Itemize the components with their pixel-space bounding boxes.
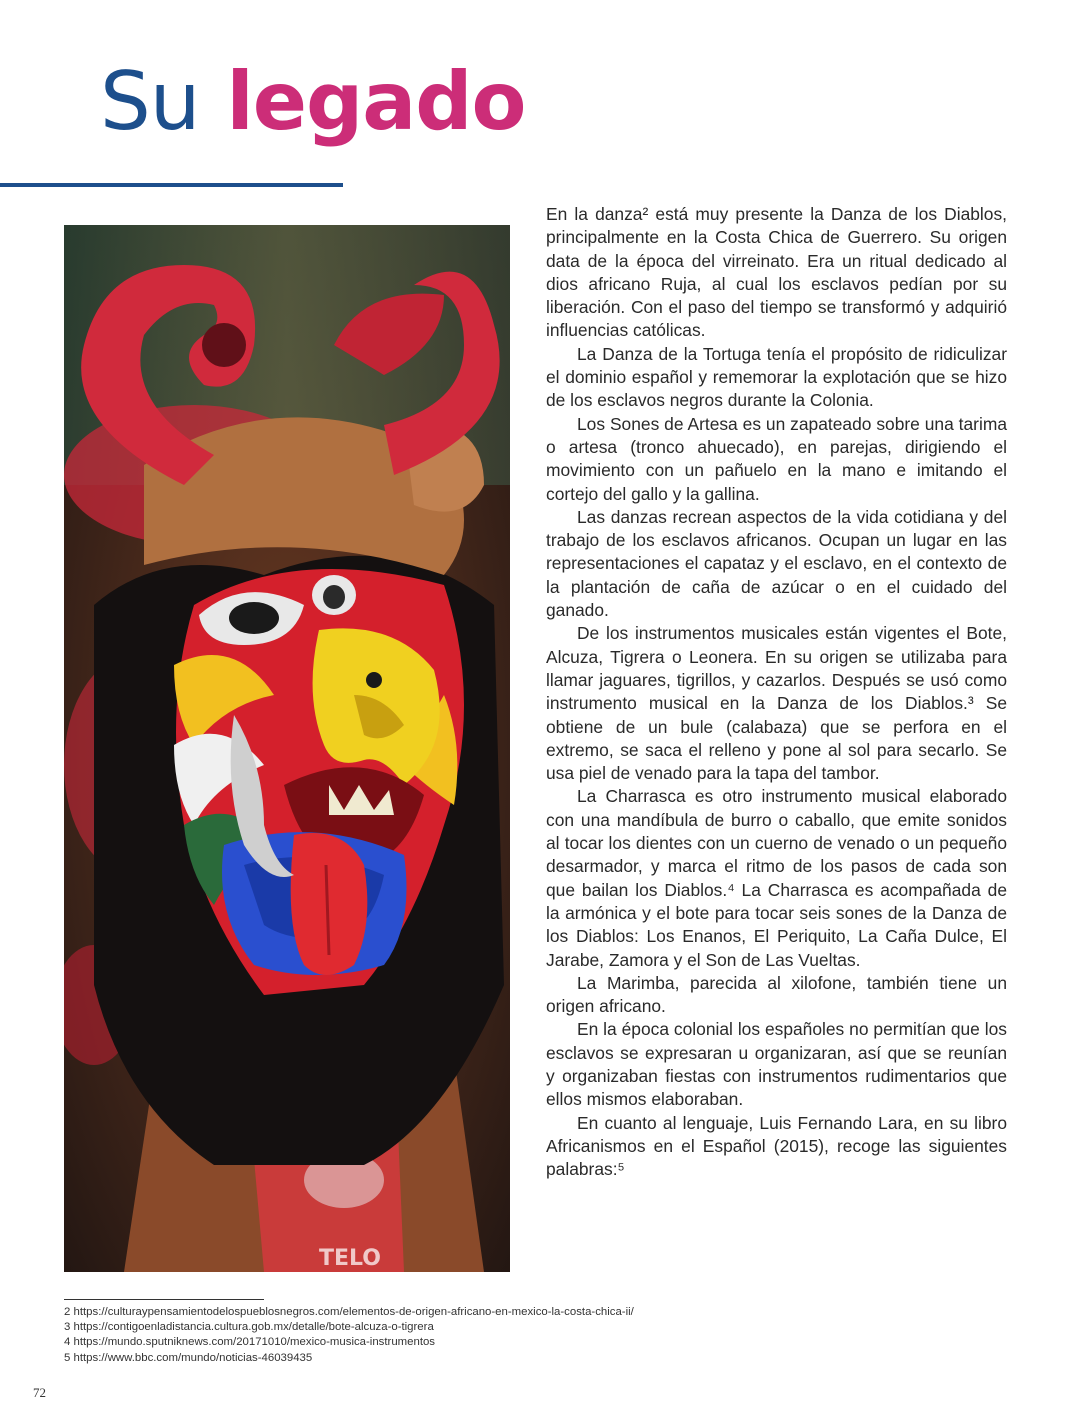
- footnote: 5 https://www.bbc.com/mundo/noticias-46039435: [64, 1351, 313, 1364]
- page-number: 72: [33, 1385, 46, 1400]
- title-word-su: Su: [100, 55, 200, 148]
- paragraph: La Marimba, parecida al xilofone, también tiene un origen africano.: [546, 972, 1007, 1017]
- body-text: [546, 203, 1007, 1181]
- title-underline: [0, 183, 343, 187]
- paragraph: De los instrumentos musicales están vigentes el Bote, Alcuza, Tigrera o Leonera. En su origen se utilizaba para llamar jaguares, tigrillos, y cazarlos. Después se usó como instrumento musical en la Danza de los Diablos.³ Se obtiene de un bule (calabaza) que se perfora en el extremo, se saca el relleno y pone al sol para secarlo. Se usa piel de venado para la tapa del tambor.: [546, 623, 1007, 784]
- paragraph: Las danzas recrean aspectos de la vida cotidiana y del trabajo de los esclavos africanos. Ocupan un lugar en las representaciones el capataz y el esclavo, en el contexto de la plantación de caña de azúcar o en el cuidado del ganado.: [546, 506, 1007, 621]
- shirt-text: TELO: [319, 1246, 381, 1271]
- paragraph: Los Sones de Artesa es un zapateado sobre una tarima o artesa (tronco ahuecado), en parejas, dirigiendo el movimiento con un pañuelo en la mano e imitando el cortejo del gallo y la gallina.: [546, 413, 1007, 504]
- footnote: 2 https://culturaypensamientodelospueblosnegros.com/elementos-de-origen-africano-en-mexico-la-costa-chica-ii/: [64, 1306, 634, 1318]
- footnote: 3 https://contigoenladistancia.cultura.gob.mx/detalle/bote-alcuza-o-tigrera: [64, 1321, 434, 1334]
- paragraph: En la danza² está muy presente la Danza de los Diablos, principalmente en la Costa Chica de Guerrero. Su origen data de la época del virreinato. Era un ritual dedicado al dios africano Ruja, al cual los esclavos pedían por su liberación. Con el paso del tiempo se transformó y adquirió influencias católicas.: [546, 204, 1007, 341]
- footnote-divider: [64, 1299, 264, 1300]
- title-word-legado: legado: [226, 55, 526, 148]
- footnotes: [64, 1305, 964, 1366]
- paragraph: La Charrasca es otro instrumento musical elaborado con una mandíbula de burro o caballo, que emite sonidos al tocar los dientes con un cuerno de venado o un pequeño desarmador, y marca el ritmo de los pasos de cada son que bailan los Diablos.⁴ La Charrasca es acompañada de la armónica y el bote para tocar seis sones de la Danza de los Diablos: Los Enanos, El Periquito, La Caña Dulce, El Jarabe, Zamora y el Son de Las Vueltas.: [546, 786, 1007, 970]
- paragraph: La Danza de la Tortuga tenía el propósito de ridiculizar el dominio español y rememorar la explotación que se hizo de los esclavos negros durante la Colonia.: [546, 343, 1007, 411]
- devil-mask-photo: [64, 225, 510, 1272]
- paragraph: En la época colonial los españoles no permitían que los esclavos se expresaran u organizaran, así que se reunían y organizaban fiestas con instrumentos rudimentarios que ellos mismos elaboraban.: [546, 1019, 1007, 1110]
- paragraph: En cuanto al lenguaje, Luis Fernando Lara, en su libro Africanismos en el Español (2015), recoge las siguientes palabras:⁵: [546, 1112, 1007, 1180]
- page-title: [100, 55, 526, 148]
- footnote: 4 https://mundo.sputniknews.com/20171010/mexico-musica-instrumentos: [64, 1336, 436, 1349]
